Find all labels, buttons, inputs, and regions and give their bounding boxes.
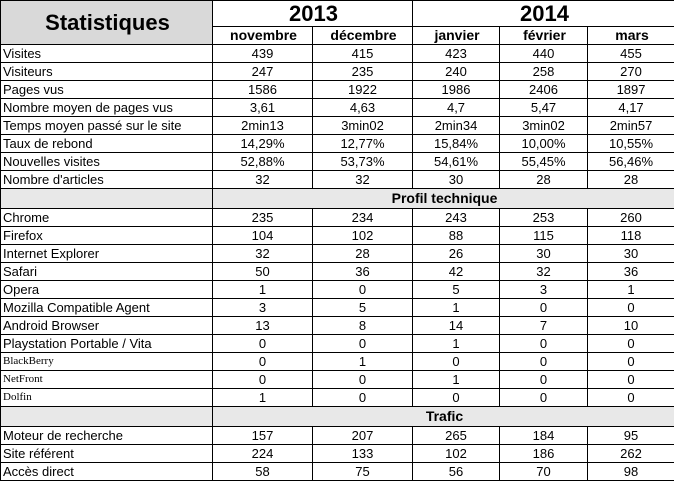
table-cell: 3	[500, 281, 588, 299]
row-label: Internet Explorer	[1, 245, 213, 263]
table-cell: 235	[313, 63, 413, 81]
table-cell: 186	[500, 445, 588, 463]
table-row	[1, 389, 674, 407]
table-cell: 36	[588, 263, 674, 281]
table-cell: 260	[588, 209, 674, 227]
table-cell: 253	[500, 209, 588, 227]
table-cell: 55,45%	[500, 153, 588, 171]
table-cell: 75	[313, 463, 413, 481]
table-cell: 0	[313, 371, 413, 389]
row-label: Taux de rebond	[1, 135, 213, 153]
table-cell: 30	[500, 245, 588, 263]
table-cell: 243	[413, 209, 500, 227]
table-row	[1, 317, 674, 335]
table-cell: 247	[213, 63, 313, 81]
table-cell: 207	[313, 427, 413, 445]
row-label: Visiteurs	[1, 63, 213, 81]
table-cell: 0	[588, 335, 674, 353]
table-cell: 53,73%	[313, 153, 413, 171]
table-cell: 98	[588, 463, 674, 481]
row-label: NetFront	[1, 371, 213, 389]
table-cell: 258	[500, 63, 588, 81]
row-label: Mozilla Compatible Agent	[1, 299, 213, 317]
table-cell: 0	[213, 353, 313, 371]
table-cell: 0	[413, 353, 500, 371]
table-cell: 2406	[500, 81, 588, 99]
table-row	[1, 63, 674, 81]
table-cell: 28	[313, 245, 413, 263]
table-cell: 28	[588, 171, 674, 189]
row-label: Dolfin	[1, 389, 213, 407]
table-cell: 0	[500, 299, 588, 317]
table-row	[1, 335, 674, 353]
table-cell: 0	[588, 371, 674, 389]
table-cell: 7	[500, 317, 588, 335]
table-row	[1, 263, 674, 281]
table-cell: 0	[500, 371, 588, 389]
table-cell: 70	[500, 463, 588, 481]
table-cell: 0	[213, 371, 313, 389]
table-cell: 28	[500, 171, 588, 189]
table-row	[1, 153, 674, 171]
table-cell: 0	[588, 299, 674, 317]
table-cell: 104	[213, 227, 313, 245]
table-cell: 1	[213, 389, 313, 407]
table-cell: 54,61%	[413, 153, 500, 171]
section-header-spacer	[1, 189, 213, 209]
section-header-row	[1, 407, 674, 427]
table-cell: 240	[413, 63, 500, 81]
table-row	[1, 45, 674, 63]
table-cell: 5	[313, 299, 413, 317]
table-cell: 5	[413, 281, 500, 299]
row-label: Visites	[1, 45, 213, 63]
table-cell: 234	[313, 209, 413, 227]
row-label: Moteur de recherche	[1, 427, 213, 445]
table-cell: 118	[588, 227, 674, 245]
table-row	[1, 117, 674, 135]
table-cell: 157	[213, 427, 313, 445]
table-cell: 1986	[413, 81, 500, 99]
table-cell: 102	[313, 227, 413, 245]
table-cell: 8	[313, 317, 413, 335]
row-label: BlackBerry	[1, 353, 213, 371]
table-cell: 133	[313, 445, 413, 463]
table-cell: 56,46%	[588, 153, 674, 171]
table-row	[1, 371, 674, 389]
table-cell: 455	[588, 45, 674, 63]
table-cell: 95	[588, 427, 674, 445]
row-label: Pages vus	[1, 81, 213, 99]
table-cell: 2min57	[588, 117, 674, 135]
table-cell: 36	[313, 263, 413, 281]
table-cell: 88	[413, 227, 500, 245]
table-row	[1, 353, 674, 371]
row-label: Safari	[1, 263, 213, 281]
table-cell: 1922	[313, 81, 413, 99]
month-header: décembre	[313, 27, 413, 45]
month-header: février	[500, 27, 588, 45]
table-cell: 1	[213, 281, 313, 299]
section-header: Trafic	[213, 407, 674, 427]
table-cell: 32	[213, 171, 313, 189]
row-label: Opera	[1, 281, 213, 299]
table-cell: 32	[213, 245, 313, 263]
table-cell: 32	[500, 263, 588, 281]
table-row	[1, 281, 674, 299]
table-cell: 12,77%	[313, 135, 413, 153]
row-label: Nombre moyen de pages vus	[1, 99, 213, 117]
table-cell: 1	[313, 353, 413, 371]
section-header-row	[1, 189, 674, 209]
table-cell: 3,61	[213, 99, 313, 117]
table-row	[1, 245, 674, 263]
table-cell: 30	[588, 245, 674, 263]
table-cell: 56	[413, 463, 500, 481]
row-label: Android Browser	[1, 317, 213, 335]
table-cell: 10	[588, 317, 674, 335]
table-cell: 3min02	[313, 117, 413, 135]
month-header: janvier	[413, 27, 500, 45]
table-cell: 235	[213, 209, 313, 227]
row-label: Chrome	[1, 209, 213, 227]
table-cell: 26	[413, 245, 500, 263]
row-label: Site référent	[1, 445, 213, 463]
table-cell: 0	[588, 353, 674, 371]
table-cell: 1586	[213, 81, 313, 99]
row-label: Nombre d'articles	[1, 171, 213, 189]
table-cell: 2min34	[413, 117, 500, 135]
table-cell: 13	[213, 317, 313, 335]
table-row	[1, 427, 674, 445]
table-body	[1, 45, 674, 481]
table-cell: 4,7	[413, 99, 500, 117]
table-cell: 0	[500, 335, 588, 353]
row-label: Nouvelles visites	[1, 153, 213, 171]
table-cell: 270	[588, 63, 674, 81]
table-cell: 423	[413, 45, 500, 63]
table-cell: 0	[500, 353, 588, 371]
table-cell: 0	[213, 335, 313, 353]
table-row	[1, 135, 674, 153]
year-header-2014: 2014	[413, 1, 674, 27]
table-cell: 0	[413, 389, 500, 407]
table-cell: 3min02	[500, 117, 588, 135]
table-cell: 415	[313, 45, 413, 63]
row-label: Accès direct	[1, 463, 213, 481]
row-label: Firefox	[1, 227, 213, 245]
table-cell: 1	[413, 335, 500, 353]
table-row	[1, 99, 674, 117]
table-cell: 0	[588, 389, 674, 407]
month-header: novembre	[213, 27, 313, 45]
table-row	[1, 81, 674, 99]
table-cell: 4,17	[588, 99, 674, 117]
table-cell: 5,47	[500, 99, 588, 117]
row-label: Playstation Portable / Vita	[1, 335, 213, 353]
table-cell: 1897	[588, 81, 674, 99]
table-row	[1, 171, 674, 189]
table-cell: 102	[413, 445, 500, 463]
table-cell: 0	[500, 389, 588, 407]
table-cell: 52,88%	[213, 153, 313, 171]
table-row	[1, 227, 674, 245]
table-cell: 1	[413, 299, 500, 317]
table-cell: 42	[413, 263, 500, 281]
table-cell: 1	[413, 371, 500, 389]
table-cell: 58	[213, 463, 313, 481]
table-cell: 224	[213, 445, 313, 463]
table-cell: 115	[500, 227, 588, 245]
table-row	[1, 463, 674, 481]
table-row	[1, 445, 674, 463]
table-cell: 14	[413, 317, 500, 335]
table-cell: 1	[588, 281, 674, 299]
table-cell: 50	[213, 263, 313, 281]
table-cell: 14,29%	[213, 135, 313, 153]
table-cell: 4,63	[313, 99, 413, 117]
table-row	[1, 299, 674, 317]
table-cell: 32	[313, 171, 413, 189]
table-title: Statistiques	[1, 1, 213, 45]
month-header: mars	[588, 27, 674, 45]
table-cell: 2min13	[213, 117, 313, 135]
year-header-row	[1, 1, 674, 27]
table-cell: 262	[588, 445, 674, 463]
table-cell: 10,00%	[500, 135, 588, 153]
table-cell: 440	[500, 45, 588, 63]
row-label: Temps moyen passé sur le site	[1, 117, 213, 135]
table-row	[1, 209, 674, 227]
table-cell: 439	[213, 45, 313, 63]
section-header-spacer	[1, 407, 213, 427]
table-cell: 15,84%	[413, 135, 500, 153]
table-cell: 30	[413, 171, 500, 189]
table-cell: 184	[500, 427, 588, 445]
table-cell: 0	[313, 389, 413, 407]
table-cell: 3	[213, 299, 313, 317]
table-cell: 0	[313, 281, 413, 299]
section-header: Profil technique	[213, 189, 674, 209]
table-cell: 0	[313, 335, 413, 353]
table-cell: 265	[413, 427, 500, 445]
table-cell: 10,55%	[588, 135, 674, 153]
year-header-2013: 2013	[213, 1, 413, 27]
